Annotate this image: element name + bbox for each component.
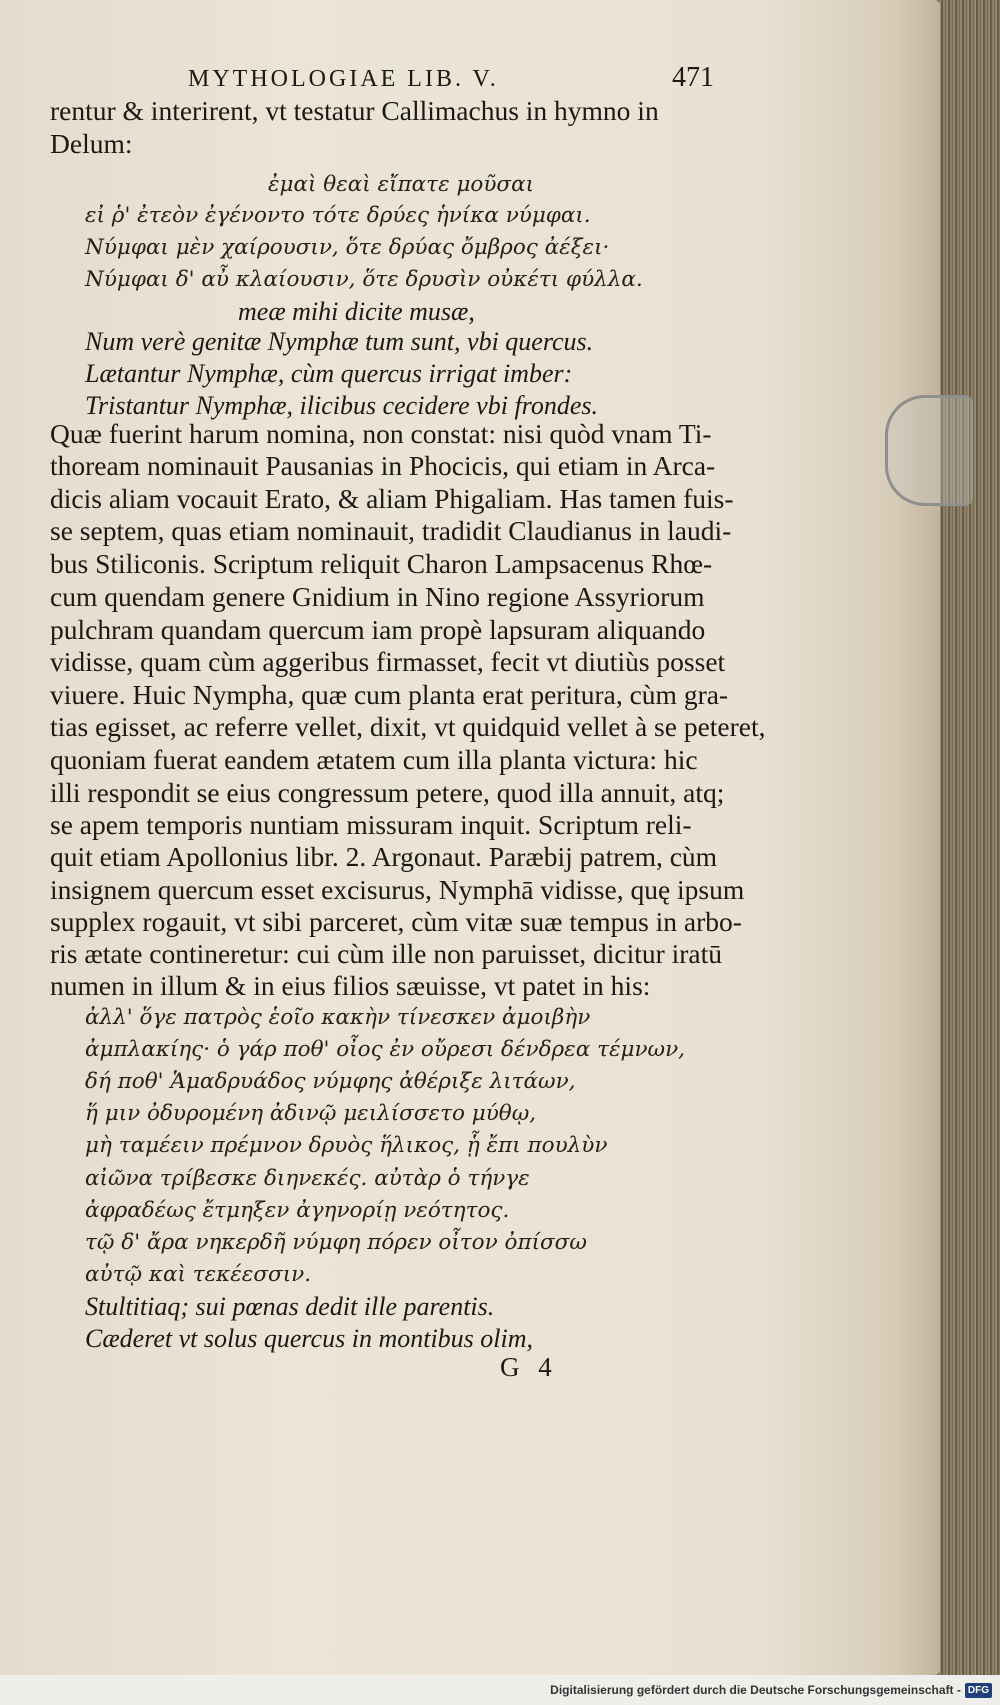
- greek-verse-line: ἥ μιν ὀδυρομένη ἀδινῷ μειλίσσετο μύθῳ,: [85, 1101, 537, 1126]
- credit-text: Digitalisierung gefördert durch die Deutsche Forschungsgemeinschaft -: [550, 1683, 961, 1697]
- signature-mark: G 4: [500, 1352, 558, 1382]
- greek-verse-line: μὴ ταμέειν πρέμνον δρυὸς ἥλικος, ᾗ ἔπι πουλὺν: [85, 1133, 608, 1158]
- text-line: numen in illum & in eius filios sæuisse, vt patet in his:: [50, 970, 651, 1001]
- latin-verse-line: Tristantur Nymphæ, ilicibus cecidere vbi frondes.: [85, 391, 598, 420]
- text-line: quoniam fuerat eandem ætatem cum illa planta victura: hic: [50, 744, 698, 775]
- latin-verse-line: Stultitiaq; sui pœnas dedit ille parentis.: [85, 1292, 495, 1321]
- greek-verse-line: ἐμαὶ θεαὶ εἴπατε μοῦσαι: [268, 172, 535, 197]
- text-line: illi respondit se eius congressum petere, quod illa annuit, atq;: [50, 777, 725, 808]
- greek-verse-line: Νύμφαι δ' αὖ κλαίουσιν, ὅτε δρυσὶν οὐκέτι φύλλα.: [85, 267, 643, 292]
- greek-verse-line: Νύμφαι μὲν χαίρουσιν, ὅτε δρύας ὄμβρος ἀέξει·: [85, 235, 610, 260]
- greek-verse-line: τῷ δ' ἄρα νηκερδῆ νύμφη πόρεν οἶτον ὀπίσσω: [85, 1230, 587, 1255]
- text-line: ris ætate contineretur: cui cùm ille non paruisset, dicitur iratū: [50, 938, 723, 969]
- greek-verse-line: ἀλλ' ὅγε πατρὸς ἑοῖο κακὴν τίνεσκεν ἀμοιβὴν: [85, 1005, 591, 1030]
- greek-verse-line: ἀφραδέως ἔτμηξεν ἀγηνορίῃ νεότητος.: [85, 1198, 510, 1223]
- text-line: bus Stiliconis. Scriptum reliquit Charon Lampsacenus Rhœ-: [50, 548, 713, 579]
- page-number: 471: [672, 62, 714, 93]
- text-line: insignem quercum esset excisurus, Nymphā vidisse, quę ipsum: [50, 874, 745, 905]
- text-line: tias egisset, ac referre vellet, dixit, vt quidquid vellet à se peteret,: [50, 711, 766, 742]
- text-line: supplex rogauit, vt sibi parceret, cùm vitæ suæ tempus in arbo-: [50, 906, 742, 937]
- book-fore-edge: [935, 0, 1000, 1675]
- text-line: dicis aliam vocauit Erato, & aliam Phigaliam. Has tamen fuis-: [50, 483, 734, 514]
- text-line: cum quendam genere Gnidium in Nino regione Assyriorum: [50, 581, 705, 612]
- running-title: MYTHOLOGIAE LIB. V.: [188, 66, 499, 92]
- greek-verse-line: αἰῶνα τρίβεσκε διηνεκές. αὐτὰρ ὁ τήνγε: [85, 1166, 530, 1191]
- page-clip: [885, 395, 973, 506]
- latin-verse-line: Cæderet vt solus quercus in montibus olim,: [85, 1324, 534, 1353]
- latin-verse-line: Lætantur Nymphæ, cùm quercus irrigat imber:: [85, 359, 573, 388]
- greek-verse-line: εἰ ῥ' ἐτεὸν ἐγένοντο τότε δρύες ἡνίκα νύμφαι.: [85, 203, 591, 228]
- text-line: vidisse, quam cùm aggeribus firmasset, fecit vt diutiùs posset: [50, 646, 726, 677]
- text-line: rentur & interirent, vt testatur Callimachus in hymno in: [50, 95, 659, 126]
- text-line: Quæ fuerint harum nomina, non constat: nisi quòd vnam Ti-: [50, 418, 712, 449]
- text-line: se apem temporis nuntiam missuram inquit. Scriptum reli-: [50, 809, 692, 840]
- text-line: pulchram quandam quercum iam propè lapsuram aliquando: [50, 614, 706, 645]
- latin-verse-line: Num verè genitæ Nymphæ tum sunt, vbi quercus.: [85, 327, 594, 356]
- text-line: thoream nominauit Pausanias in Phocicis, qui etiam in Arca-: [50, 450, 716, 481]
- text-line: Delum:: [50, 128, 133, 159]
- latin-verse-line: meæ mihi dicite musæ,: [238, 297, 475, 326]
- text-line: quit etiam Apollonius libr. 2. Argonaut. Paræbij patrem, cùm: [50, 841, 718, 872]
- text-line: se septem, quas etiam nominauit, tradidit Claudianus in laudi-: [50, 515, 732, 546]
- greek-verse-line: ἀμπλακίης· ὁ γάρ ποθ' οἶος ἐν οὔρεσι δένδρεα τέμνων,: [85, 1037, 685, 1062]
- dfg-logo-icon: DFG: [965, 1683, 992, 1698]
- digitization-credit: [550, 1680, 992, 1700]
- text-line: viuere. Huic Nympha, quæ cum planta erat peritura, cùm gra-: [50, 679, 729, 710]
- greek-verse-line: δή ποθ' Ἁμαδρυάδος νύμφης ἀθέριξε λιτάων,: [85, 1069, 576, 1094]
- greek-verse-line: αὐτῷ καὶ τεκέεσσιν.: [85, 1262, 312, 1287]
